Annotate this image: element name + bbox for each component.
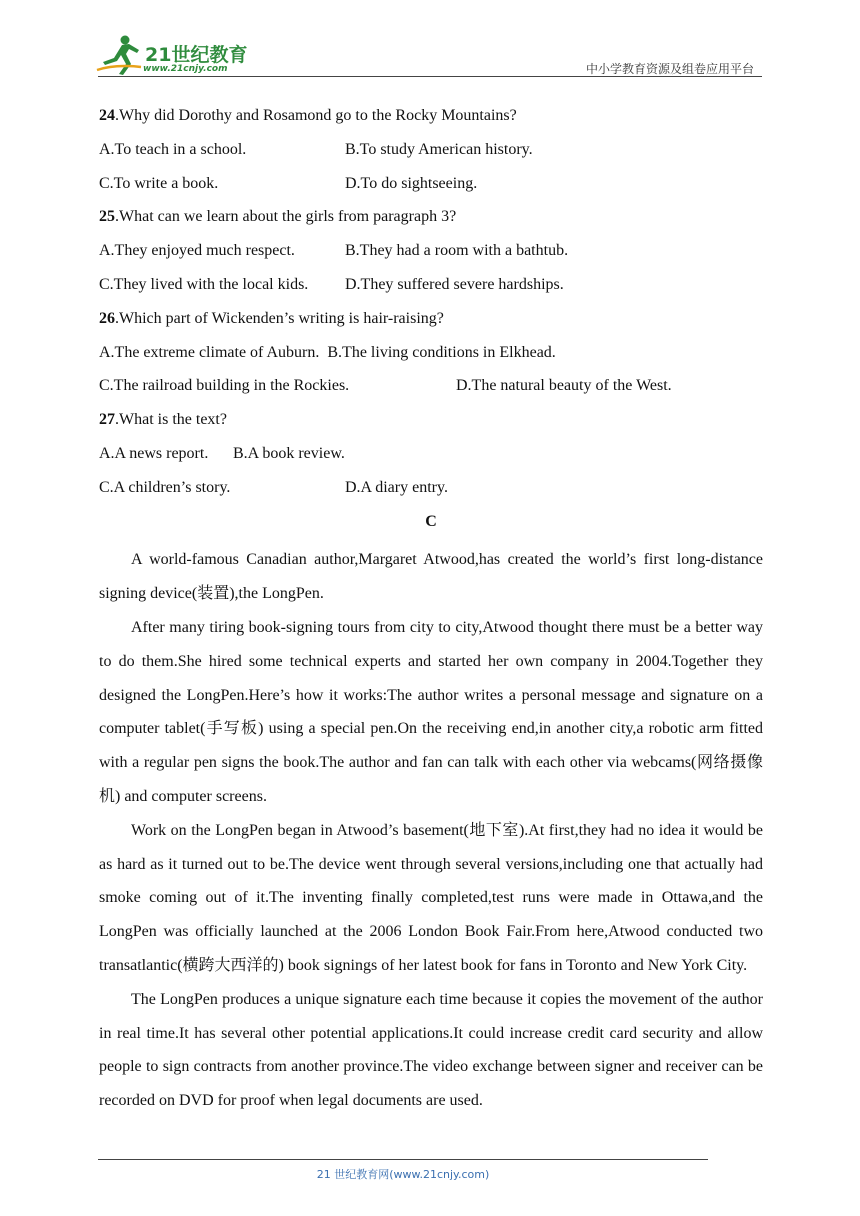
page-footer: 21 世纪教育网(www.21cnjy.com) [316,1168,490,1181]
option-b: B.They had a room with a bathtub. [345,242,569,260]
option-d: D.They suffered severe hardships. [345,275,564,293]
question-text: .What can we learn about the girls from paragraph 3? [115,208,457,226]
question-stem [99,307,763,341]
option-a: A.They enjoyed much respect. [99,242,295,260]
question-text: .What is the text? [115,411,227,429]
question-number: 26 [99,309,115,327]
option-a: A.A news report. [99,444,209,462]
options-row [99,273,763,307]
option-b: B.To study American history. [345,140,533,158]
logo-text: 21世纪教育 [145,44,248,66]
option-a: A.The extreme climate of Auburn. [99,343,320,361]
question-stem [99,408,763,442]
options-row [99,374,763,408]
options-row [99,239,763,273]
question-number: 25 [99,208,115,226]
option-d: D.The natural beauty of the West. [456,377,672,395]
option-b: B.The living conditions in Elkhead. [327,343,556,361]
option-c: C.A children’s story. [99,478,231,496]
platform-title: 中小学教育资源及组卷应用平台 [585,62,754,76]
runner-logo-icon [95,34,143,76]
options-row [99,172,763,206]
site-logo [95,34,260,78]
question-text: .Which part of Wickenden’s writing is hair-raising? [115,309,444,327]
question-text: .Why did Dorothy and Rosamond go to the Rocky Mountains? [115,107,517,124]
options-row [99,138,763,172]
question-stem [99,104,763,138]
passage-paragraph: After many tiring book-signing tours from city to city,Atwood thought there must be a better way to do them.She hired some technical experts and started her own company in 2004.Together they designed the LongPen.Here’s how it works:The author writes a personal message and signature on a computer tablet(手写板) using a special pen.On the receiving end,in another city,a robotic arm fitted with a regular pen signs the book.The author and fan can talk with each other via webcams(网络摄像机) and computer screens. [99,618,763,805]
options-row [99,476,763,510]
question-number: 24 [99,107,115,124]
option-c: C.To write a book. [99,174,219,192]
options-row [99,341,763,375]
option-a: A.To teach in a school. [99,140,247,158]
option-d: D.A diary entry. [345,478,448,496]
passage-paragraph: Work on the LongPen began in Atwood’s basement(地下室).At first,they had no idea it would be as hard as it turned out to be.The device went through several versions,including one that actually had smoke coming out of it.The inventing finally completed,test runs were made in Ottawa,and the LongPen was officially launched at the 2006 London Book Fair.From here,Atwood conducted two transatlantic(横跨大西洋的) book signings of her latest book for fans in Toronto and New York City. [99,821,763,974]
question-stem [99,205,763,239]
passage-paragraph: The LongPen produces a unique signature each time because it copies the movement of the author in real time.It has several other potential applications.It could increase credit card security and allow people to sign contracts from another province.The video exchange between signer and receiver can be recorded on DVD for proof when legal documents are used. [99,990,763,1110]
document-body [99,104,763,1118]
option-c: C.The railroad building in the Rockies. [99,377,350,395]
logo-url: www.21cnjy.com [143,64,228,74]
option-b: B.A book review. [233,444,345,462]
page-header [0,0,860,80]
option-d: D.To do sightseeing. [345,174,478,192]
options-row [99,442,763,476]
section-heading: C [425,512,437,530]
footer-divider [98,1159,708,1160]
passage-paragraph: A world-famous Canadian author,Margaret Atwood,has created the world’s first long-distance signing device(装置),the LongPen. [99,551,763,603]
header-divider [98,76,762,77]
option-c: C.They lived with the local kids. [99,275,309,293]
question-number: 27 [99,411,115,429]
